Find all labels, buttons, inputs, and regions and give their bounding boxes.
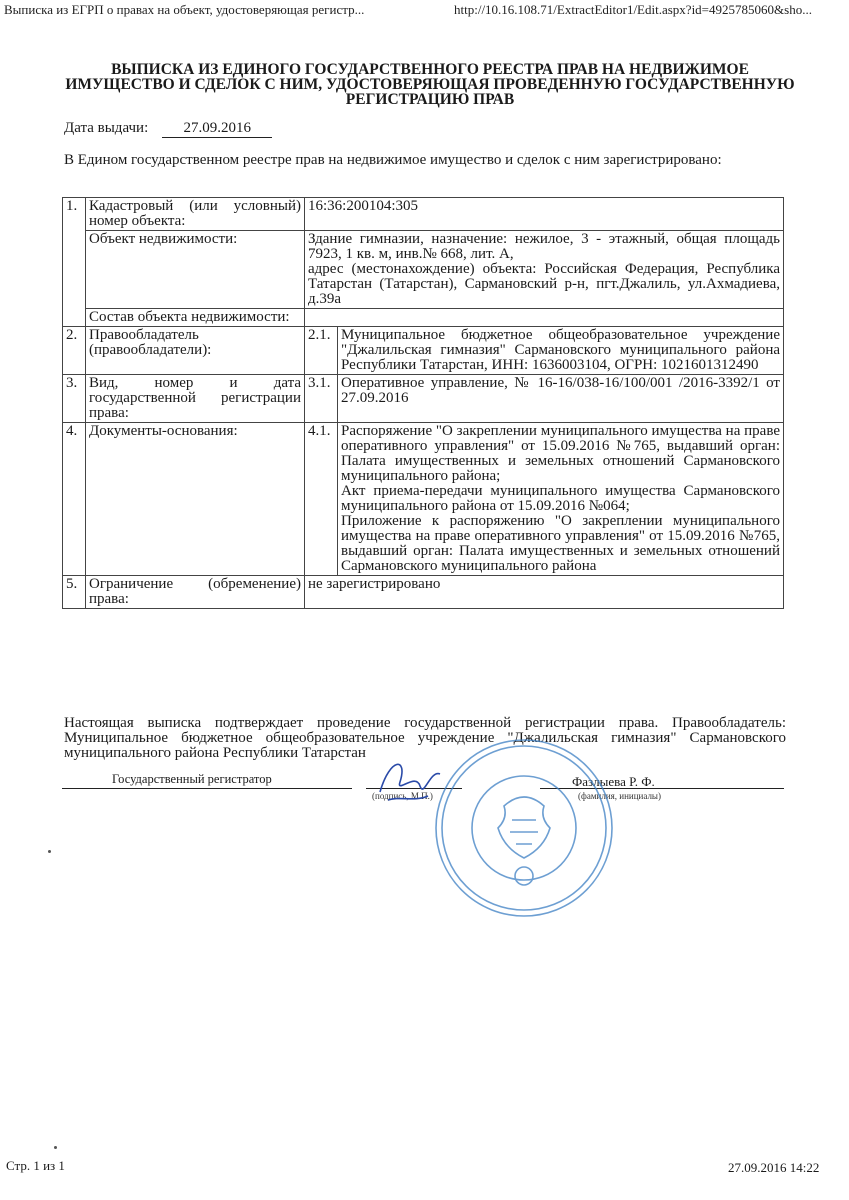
cadastral-label: Кадастровый (или условный) номер объекта: [86, 198, 305, 231]
row-number: 3. [63, 375, 86, 423]
page-number: Стр. 1 из 1 [6, 1158, 65, 1173]
seal-number-circle [515, 867, 533, 885]
row-number: 2. [63, 327, 86, 375]
issue-date-value: 27.09.2016 [162, 120, 272, 138]
issue-date-row [64, 120, 272, 138]
registrar-signature [370, 752, 450, 812]
owner-label: Правообладатель (правообладатели): [86, 327, 305, 375]
table-row [63, 327, 784, 375]
object-address: адрес (местонахождение) объекта: Российская Федерация, Республика Татарстан (Татарстан), Сармановский р-н, пгт.Джалиль, ул.Ахмадиева, д.39а [308, 261, 780, 307]
cadastral-value: 16:36:200104:305 [305, 198, 784, 231]
confirmation-text: Настоящая выписка подтверждает проведение государственной регистрации права. Правообладатель: Муниципальное бюджетное общеобразовательное учреждение "Джалильская гимназия" Сармановского муниципального района Республики Татарстан [64, 715, 786, 761]
documents-label: Документы-основания: [86, 423, 305, 576]
object-value [305, 231, 784, 309]
document-title: ВЫПИСКА ИЗ ЕДИНОГО ГОСУДАРСТВЕННОГО РЕЕСТРА ПРАВ НА НЕДВИЖИМОЕ ИМУЩЕСТВО И СДЕЛОК С НИМ, УДОСТОВЕРЯЮЩАЯ ПРОВЕДЕННУЮ ГОСУДАРСТВЕННУЮ РЕГИСТРАЦИЮ ПРАВ [65, 61, 795, 108]
composition-value [305, 309, 784, 327]
composition-label: Состав объекта недвижимости: [86, 309, 305, 327]
registrar-line [62, 788, 352, 789]
seal-outer-ring [436, 740, 612, 916]
seal-emblem [498, 797, 550, 858]
sub-number: 3.1. [305, 375, 338, 423]
encumbrance-label: Ограничение (обременение) права: [86, 576, 305, 609]
signature-caption: (подпись, М.П.) [372, 791, 433, 801]
document-appendix: Приложение к распоряжению "О закреплении муниципального имущества на праве оперативного управления" от 15.09.2016 №765, выдавший орган: Палата имущественных и земельных отношений Сармановского муниципального района [341, 513, 780, 574]
registration-value: Оперативное управление, № 16-16/038-16/100/001 /2016-3392/1 от 27.09.2016 [338, 375, 784, 423]
table-row [63, 309, 784, 327]
registry-table [62, 197, 784, 609]
document-act: Акт приема-передачи муниципального имущества Сармановского муниципального района от 15.09.2016 №064; [341, 483, 780, 514]
object-label: Объект недвижимости: [86, 231, 305, 309]
table-row [63, 576, 784, 609]
browser-page-title: Выписка из ЕГРП о правах на объект, удостоверяющая регистр... [4, 2, 365, 17]
intro-text: В Едином государственном реестре прав на недвижимое имущество и сделок с ним зарегистрировано: [64, 152, 722, 168]
table-row [63, 375, 784, 423]
owner-value: Муниципальное бюджетное общеобразовательное учреждение "Джалильская гимназия" Сармановского муниципального района Республики Татарстан, ИНН: 1636003104, ОГРН: 1021601312490 [338, 327, 784, 375]
row-number: 5. [63, 576, 86, 609]
issue-date-label: Дата выдачи: [64, 120, 149, 136]
document-order: Распоряжение "О закреплении муниципального имущества на праве оперативного управления" от 15.09.2016 №765, выдавший орган: Палата имущественных и земельных отношений Сармановского муниципального района; [341, 423, 780, 484]
sub-number: 4.1. [305, 423, 338, 576]
registration-label: Вид, номер и дата государственной регистрации права: [86, 375, 305, 423]
seal-inner-ring [472, 776, 576, 880]
object-description: Здание гимназии, назначение: нежилое, 3 - этажный, общая площадь 7923, 1 кв. м, инв.№ 668, лит. А, [308, 231, 780, 262]
registrar-label: Государственный регистратор [112, 772, 272, 786]
encumbrance-value: не зарегистрировано [305, 576, 784, 609]
name-caption: (фамилия, инициалы) [578, 791, 661, 801]
official-seal-stamp [432, 736, 616, 920]
table-row [63, 423, 784, 576]
table-row [63, 198, 784, 231]
seal-emblem-detail [510, 820, 538, 844]
scan-speck [48, 850, 51, 853]
row-number: 4. [63, 423, 86, 576]
scan-speck [54, 1146, 57, 1149]
print-timestamp: 27.09.2016 14:22 [728, 1160, 820, 1175]
browser-url: http://10.16.108.71/ExtractEditor1/Edit.aspx?id=4925785060&sho... [454, 2, 812, 17]
sub-number: 2.1. [305, 327, 338, 375]
table-row [63, 231, 784, 309]
registrar-name: Фазлыева Р. Ф. [572, 774, 655, 789]
row-number: 1. [63, 198, 86, 327]
documents-value [338, 423, 784, 576]
